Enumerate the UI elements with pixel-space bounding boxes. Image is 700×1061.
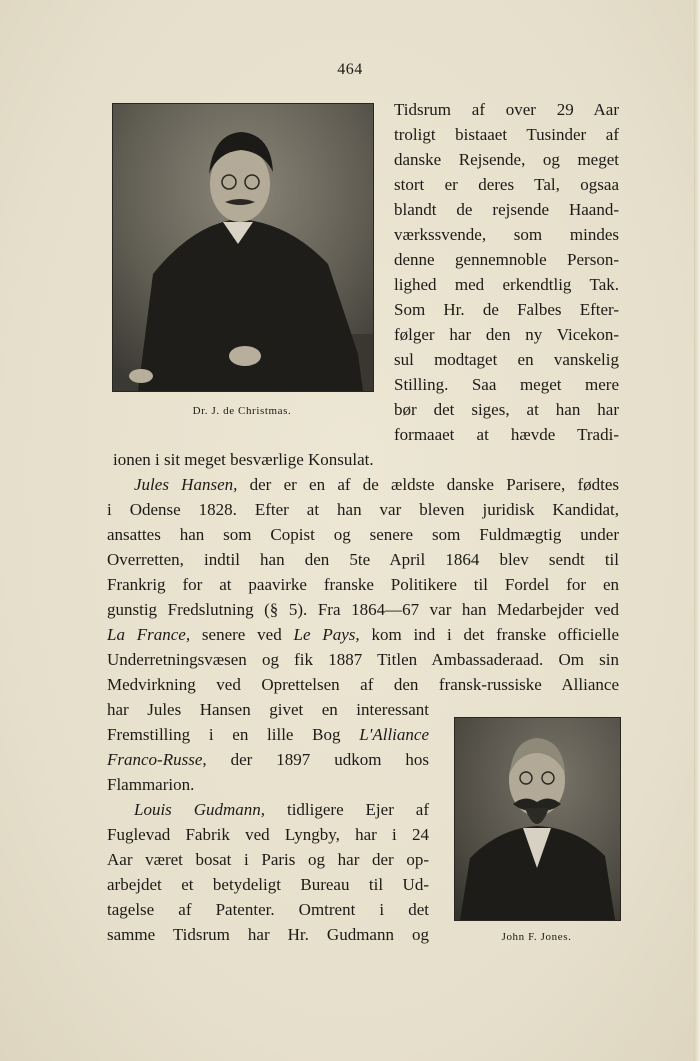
text-line: værkssvende, som mindes: [394, 225, 619, 244]
text-line-newspapers: La France, senere ved Le Pays, kom ind i det franske officielle: [107, 625, 620, 644]
text-line: Medvirkning ved Oprettelsen af den fransk-russiske Alliance: [107, 675, 619, 694]
name-louis-gudmann: Louis Gudmann,: [134, 800, 266, 819]
text-line: ionen i sit meget besværlige Konsulat.: [113, 450, 374, 469]
portrait-photo-de-christmas: [112, 103, 374, 392]
text-line: samme Tidsrum har Hr. Gudmann og: [107, 925, 429, 944]
text-line: Flammarion.: [107, 775, 195, 794]
text-line: Som Hr. de Falbes Efter-: [394, 300, 619, 319]
text-line-hansen-first: Jules Hansen, der er en af de ældste danske Parisere, fødtes: [134, 475, 619, 494]
text-line-gudmann-first: Louis Gudmann, tidligere Ejer af: [134, 800, 429, 819]
text-line-bog-2: Franco-Russe, der 1897 udkom hos: [107, 750, 430, 769]
text-line: blandt de rejsende Haand-: [394, 200, 619, 219]
text-line: i Odense 1828. Efter at han var bleven juridisk Kandidat,: [107, 500, 619, 519]
text-line-bog: Fremstilling i en lille Bog L'Alliance: [107, 725, 429, 744]
text-line: har Jules Hansen givet en interessant: [107, 700, 429, 719]
title-le-pays: Le Pays,: [293, 625, 360, 644]
text-line: Overretten, indtil han den 5te April 1864 blev sendt til: [107, 550, 619, 569]
text-line: lighed med erkendtlig Tak.: [394, 275, 619, 294]
page-edge: [694, 0, 700, 1061]
text-line: troligt bistaaet Tusinder af: [394, 125, 619, 144]
title-franco-russe: Franco-Russe,: [107, 750, 207, 769]
text-line: arbejdet et betydeligt Bureau til Ud-: [107, 875, 429, 894]
text-line: tagelse af Patenter. Omtrent i det: [107, 900, 429, 919]
caption-de-christmas: Dr. J. de Christmas.: [192, 405, 292, 417]
portrait-photo-jones: [454, 717, 621, 921]
name-jules-hansen: Jules Hansen,: [134, 475, 238, 494]
page-number: 464: [337, 61, 363, 78]
text-line: stort er deres Tal, ogsaa: [394, 175, 619, 194]
text-line: Tidsrum af over 29 Aar: [394, 100, 619, 119]
title-la-france: La France,: [107, 625, 191, 644]
text-line: følger har den ny Vicekon-: [394, 325, 619, 344]
text-line: gunstig Fredslutning (§ 5). Fra 1864—67 var han Medarbejder ved: [107, 600, 619, 619]
text-line: danske Rejsende, og meget: [394, 150, 619, 169]
text-line: ansattes han som Copist og senere som Fuldmægtig under: [107, 525, 619, 544]
text-line: Underretningsvæsen og fik 1887 Titlen Ambassaderaad. Om sin: [107, 650, 619, 669]
text-line: Frankrig for at paavirke franske Politikere til Fordel for en: [107, 575, 619, 594]
text-line: denne gennemnoble Person-: [394, 250, 619, 269]
title-alliance: L'Alliance: [359, 725, 429, 744]
text-line: Aar været bosat i Paris og har der op-: [107, 850, 429, 869]
text-line: Fuglevad Fabrik ved Lyngby, har i 24: [107, 825, 429, 844]
text-line: Stilling. Saa meget mere: [394, 375, 619, 394]
text-line: bør det siges, at han har: [394, 400, 619, 419]
text-line: formaaet at hævde Tradi-: [394, 425, 619, 444]
text-line: sul modtaget en vanskelig: [394, 350, 619, 369]
caption-jones: John F. Jones.: [501, 931, 572, 943]
